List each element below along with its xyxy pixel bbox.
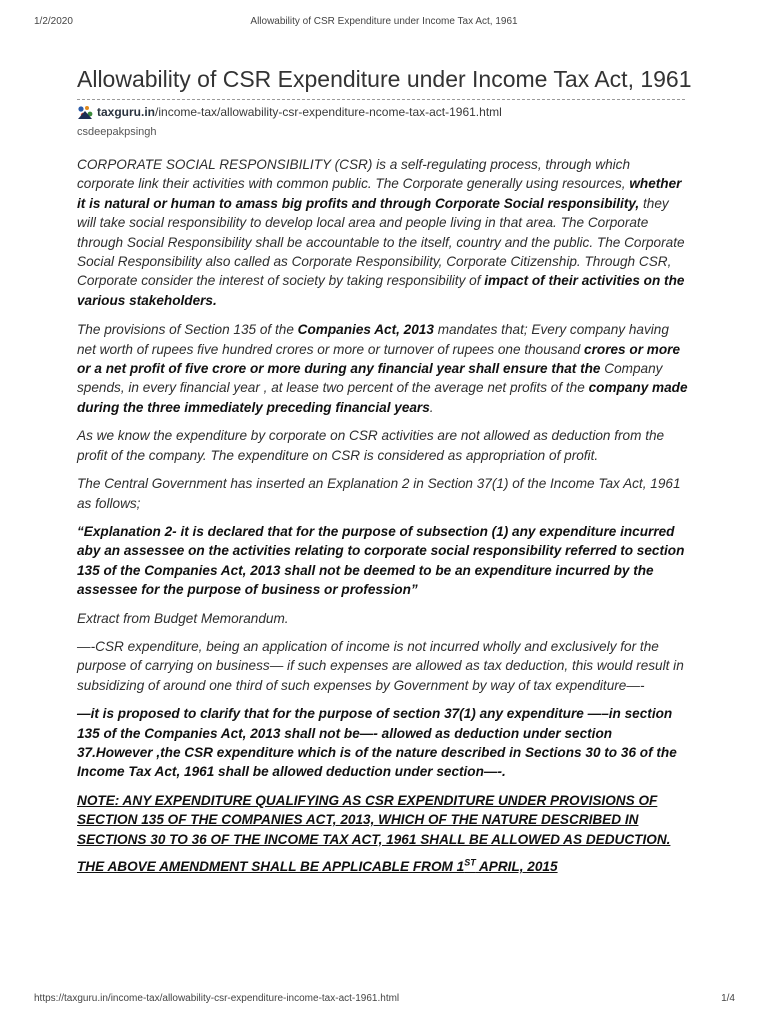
p2-text-e: Company spends, in every financial year , at lease two percent of the average net profits of the [77, 361, 663, 396]
p2-text-g: . [429, 399, 434, 415]
p1-text-a: CORPORATE SOCIAL RESPONSIBILITY (CSR) is a self-regulating process, through which corporate link their activities with common public. The Corporate generally using resources, [77, 157, 631, 192]
amendment-text: THE ABOVE AMENDMENT SHALL BE APPLICABLE FROM 1 [77, 859, 465, 874]
source-row [77, 103, 689, 121]
footer-url: https://taxguru.in/income-tax/allowability-csr-expenditure-income-tax-act-1961.html [34, 993, 400, 1004]
amendment-date: APRIL, 2015 [475, 859, 558, 874]
p2-text-b: Companies Act, 2013 [297, 322, 434, 338]
paragraph-budget-memo: Extract from Budget Memorandum. [77, 610, 289, 626]
paragraph-intro [77, 155, 689, 310]
quote-explanation-2: “Explanation 2- it is declared that for the purpose of subsection (1) any expenditure incurred aby an assessee on the activities relating to corporate social responsibility referred to section 135 of the Companies Act, 2013 shall not be deemed to be an expenditure incurred by the assessee for the purpose of business or profession” [77, 523, 685, 598]
p1-text-b: whether it is natural or human to amass big profits and through Corporate Social responsibility, [77, 176, 682, 211]
source-link[interactable] [97, 105, 502, 119]
source-path: /income-tax/allowability-csr-expenditure-ncome-tax-act-1961.html [155, 105, 502, 119]
print-footer [0, 993, 768, 1007]
article [77, 64, 692, 876]
print-header [0, 16, 768, 30]
amendment-applicability [77, 857, 689, 876]
p1-text-c: they will take social responsibility to develop local area and people living in that area. The Corporate through Social Responsibility shall be accountable to the itself, country and the public. The Corporate Social Responsibility also called as Corporate Responsibility, Corporate Citizenship. Through CSR, Corporate consider the interest of society by taking responsibility of [77, 195, 685, 289]
p1-text-d: impact of their activities on the various stakeholders. [77, 273, 685, 308]
p2-text-c: mandates that; Every company having net worth of rupees five hundred crores or more or turnover of rupees one thousand [77, 322, 669, 357]
print-date: 1/2/2020 [34, 16, 73, 27]
paragraph-memo-extract: —-CSR expenditure, being an application of income is not incurred wholly and exclusively for the purpose of carrying on business— if such expenses are allowed as tax deduction, this would result in subsidizing of around one third of such expenses by Government by way of tax expenditure—- [77, 638, 684, 693]
amendment-superscript: ST [464, 857, 476, 868]
paragraph-clarification: —it is proposed to clarify that for the purpose of section 37(1) any expenditure —–in section 135 of the Companies Act, 2013 shall not be—- allowed as deduction under section 37.However ,the CSR expenditure which is of the nature described in Sections 30 to 36 of the Income Tax Act, 1961 shall be allowed deduction under section—-. [77, 706, 677, 780]
taxguru-logo-icon [77, 105, 94, 120]
p2-text-a: The provisions of Section 135 of the [77, 322, 294, 338]
source-domain: taxguru.in [97, 105, 156, 119]
p2-text-d: crores or more or a net profit of five crore or more during any financial year shall ensure that the [77, 341, 680, 377]
page-number: 1/4 [721, 993, 735, 1004]
paragraph-appropriation: As we know the expenditure by corporate on CSR activities are not allowed as deduction from the profit of the company. The expenditure on CSR is considered as appropriation of profit. [77, 428, 665, 463]
note-csr-deduction: NOTE: ANY EXPENDITURE QUALIFYING AS CSR EXPENDITURE UNDER PROVISIONS OF SECTION 135 OF THE COMPANIES ACT, 2013, WHICH OF THE NATURE DESCRIBED IN SECTIONS 30 TO 36 OF THE INCOME TAX ACT, 1961 SHALL BE ALLOWED AS DEDUCTION. [77, 792, 671, 847]
print-title: Allowability of CSR Expenditure under Income Tax Act, 1961 [250, 16, 518, 27]
p2-text-f: company made during the three immediately preceding financial years [77, 380, 688, 415]
title-divider [77, 99, 685, 100]
author: csdeepakpsingh [77, 126, 157, 138]
paragraph-section-135 [77, 320, 689, 417]
paragraph-explanation-intro: The Central Government has inserted an Explanation 2 in Section 37(1) of the Income Tax Act, 1961 as follows; [77, 476, 681, 511]
article-title: Allowability of CSR Expenditure under Income Tax Act, 1961 [77, 66, 692, 92]
